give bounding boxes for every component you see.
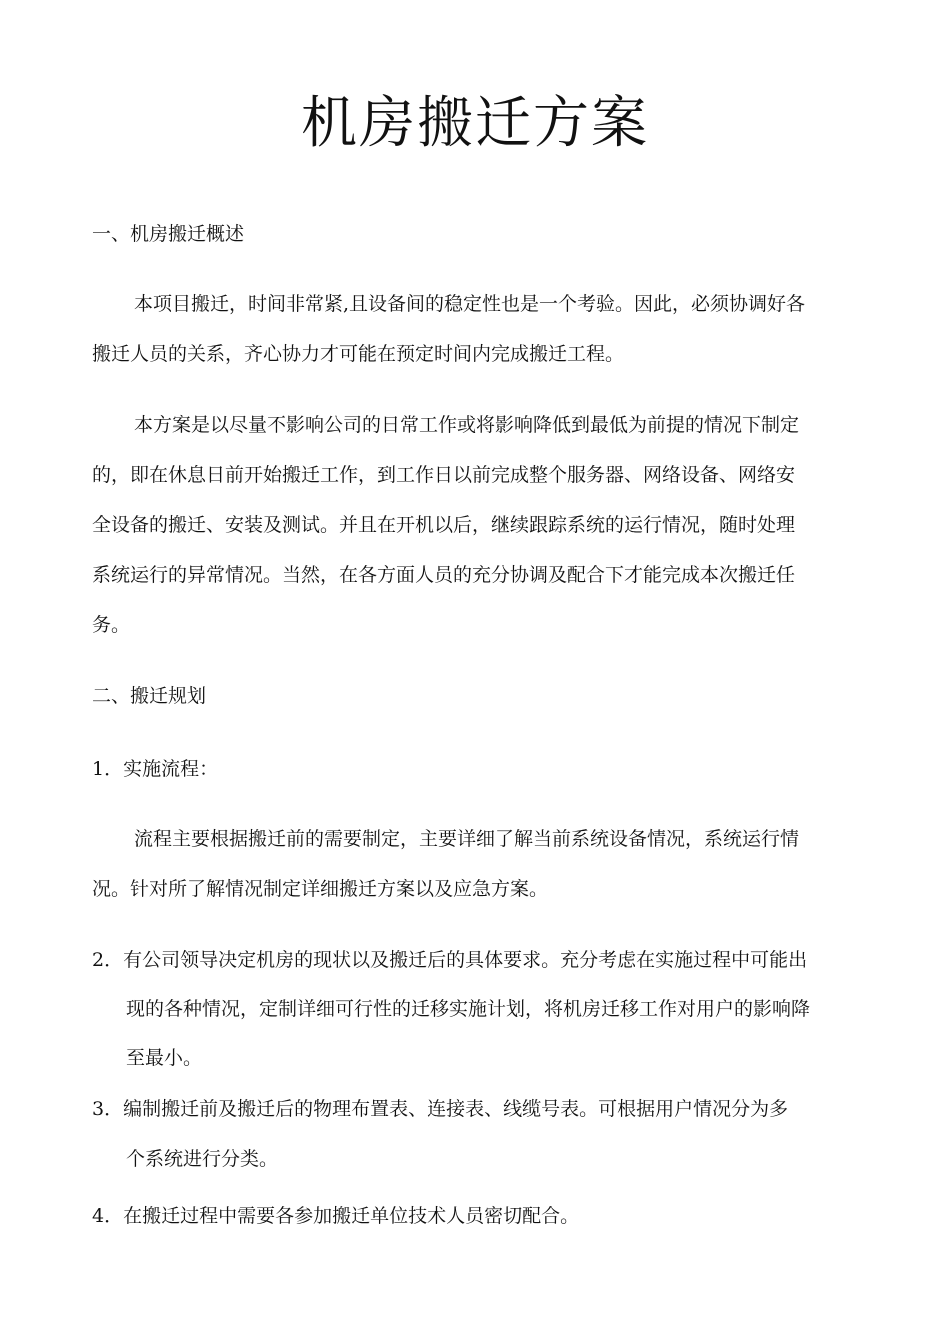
item3-line1: 3．编制搬迁前及搬迁后的物理布置表、连接表、线缆号表。可根据用户情况分为多 xyxy=(92,1098,789,1120)
item2-line2: 现的各种情况，定制详细可行性的迁移实施计划，将机房迁移工作对用户的影响降 xyxy=(126,998,811,1020)
item1-paragraph-line1: 流程主要根据搬迁前的需要制定，主要详细了解当前系统设备情况，系统运行情 xyxy=(134,828,800,850)
section1-paragraph2-line4: 系统运行的异常情况。当然，在各方面人员的充分协调及配合下才能完成本次搬迁任 xyxy=(92,564,796,586)
item1-paragraph-line2: 况。针对所了解情况制定详细搬迁方案以及应急方案。 xyxy=(92,878,549,900)
item4-line: 4．在搬迁过程中需要各参加搬迁单位技术人员密切配合。 xyxy=(92,1205,580,1227)
document-title: 机房搬迁方案 xyxy=(301,91,649,156)
section1-paragraph2-line2: 的，即在休息日前开始搬迁工作，到工作日以前完成整个服务器、网络设备、网络安 xyxy=(92,464,796,486)
item1-label: 1．实施流程： xyxy=(92,758,219,780)
section1-heading: 一、机房搬迁概述 xyxy=(92,223,245,245)
item3-line2: 个系统进行分类。 xyxy=(126,1148,279,1170)
section1-paragraph1-line2: 搬迁人员的关系，齐心协力才可能在预定时间内完成搬迁工程。 xyxy=(92,343,625,365)
section1-paragraph2-line1: 本方案是以尽量不影响公司的日常工作或将影响降低到最低为前提的情况下制定 xyxy=(134,414,800,436)
item2-line3: 至最小。 xyxy=(126,1047,203,1069)
item2-line1: 2．有公司领导决定机房的现状以及搬迁后的具体要求。充分考虑在实施过程中可能出 xyxy=(92,949,808,971)
section1-paragraph2-line3: 全设备的搬迁、安装及测试。并且在开机以后，继续跟踪系统的运行情况，随时处理 xyxy=(92,514,796,536)
section1-paragraph1-line1: 本项目搬迁，时间非常紧,且设备间的稳定性也是一个考验。因此，必须协调好各 xyxy=(134,293,806,315)
section2-heading: 二、搬迁规划 xyxy=(92,685,207,707)
section1-paragraph2-line5: 务。 xyxy=(92,614,131,636)
